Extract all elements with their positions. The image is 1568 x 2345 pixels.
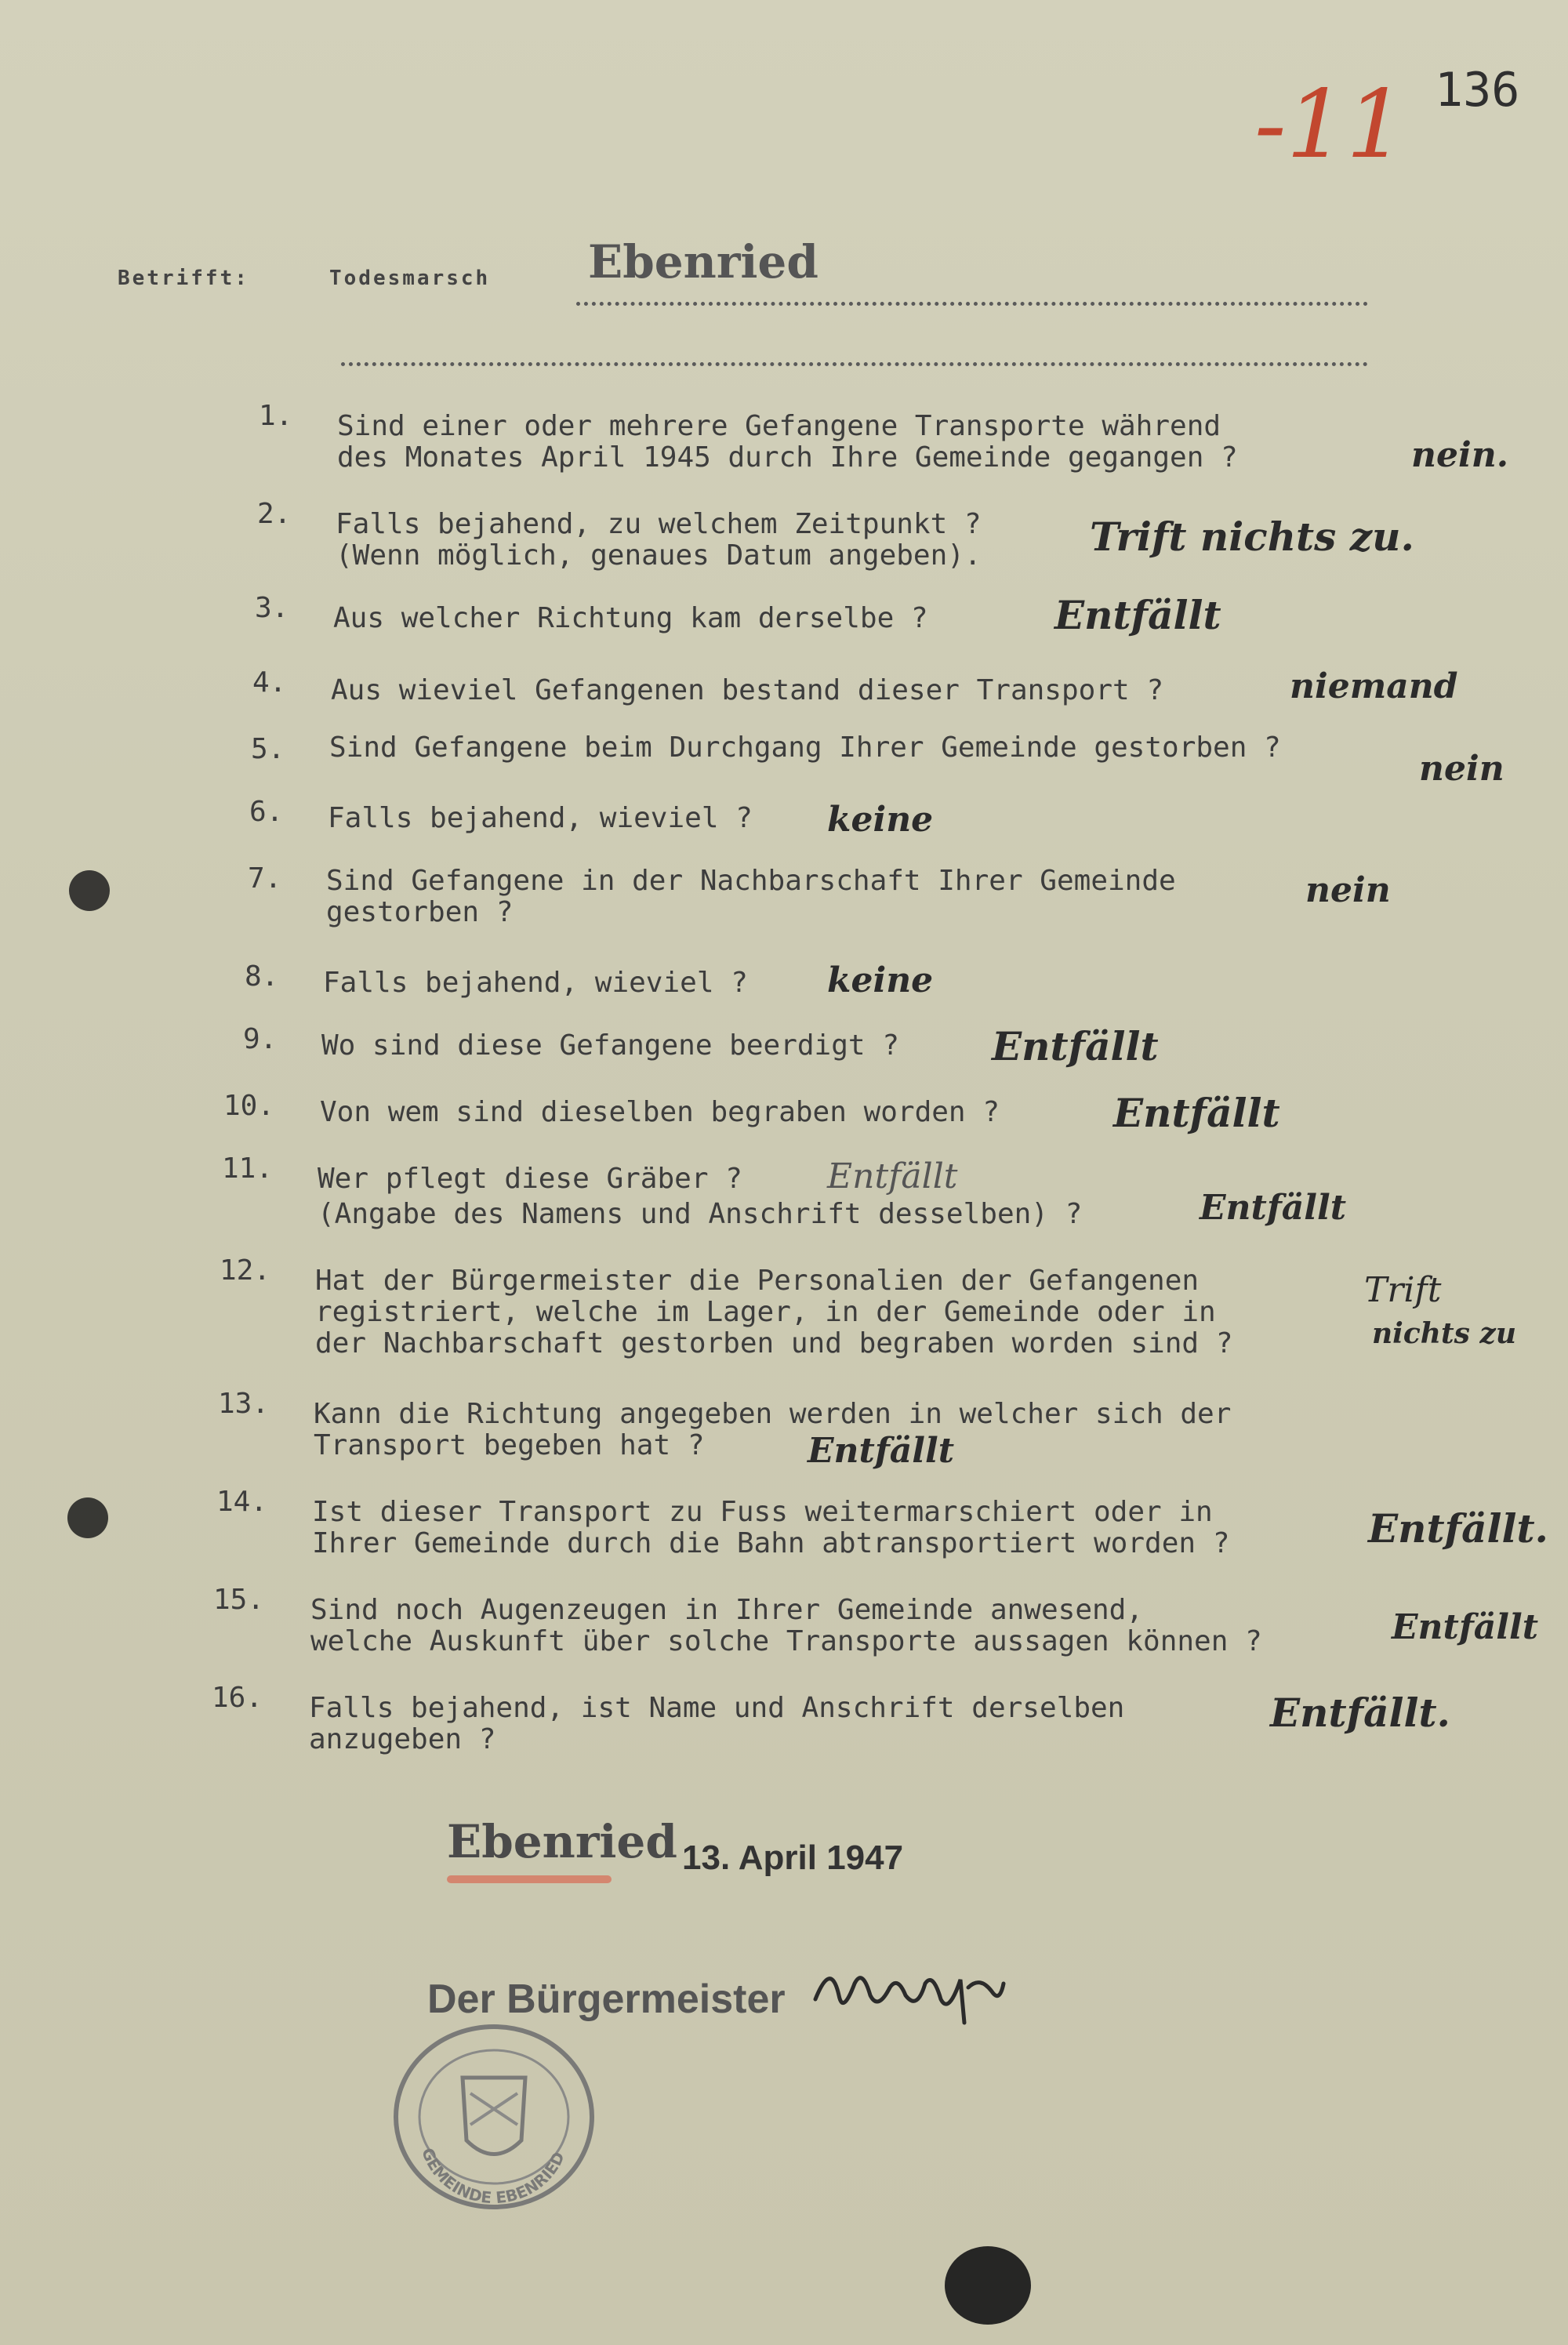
handwritten-answer: Entfällt.	[1270, 1690, 1450, 1736]
handwritten-answer: Entfällt.	[1368, 1505, 1548, 1552]
handwritten-answer-2: Entfällt	[1200, 1188, 1347, 1228]
question-number: 1.	[259, 400, 293, 432]
question-text-line: Wo sind diese Gefangene beerdigt ?	[321, 1029, 899, 1062]
question-number: 14.	[216, 1486, 268, 1518]
question-text-line: registriert, welche im Lager, in der Gemeinde oder in	[315, 1296, 1216, 1328]
punch-hole	[69, 870, 110, 911]
question-number: 13.	[218, 1388, 270, 1420]
question-7	[0, 862, 1568, 933]
svg-text:GEMEINDE EBENRIED: GEMEINDE EBENRIED	[418, 2145, 568, 2208]
question-text-line: des Monates April 1945 durch Ihre Gemeinde gegangen ?	[337, 441, 1238, 474]
question-text-line: Transport begeben hat ?	[314, 1429, 705, 1461]
archive-number: 136	[1435, 63, 1520, 118]
question-1	[0, 400, 1568, 475]
header-label-mid: Todesmarsch	[329, 267, 491, 290]
question-number: 16.	[212, 1682, 263, 1714]
date-stamp: 13. April 1947	[682, 1839, 904, 1877]
question-text-line: Aus wieviel Gefangenen bestand dieser Transport ?	[331, 674, 1164, 706]
question-text-line: (Wenn möglich, genaues Datum angeben).	[336, 539, 982, 572]
red-page-mark: -11	[1254, 71, 1406, 180]
handwritten-answer: keine	[827, 960, 934, 1000]
handwritten-answer: keine	[827, 800, 934, 840]
question-8	[0, 960, 1568, 1031]
document-header	[118, 235, 1450, 329]
question-2	[0, 498, 1568, 572]
municipal-seal	[376, 2015, 612, 2222]
question-5	[0, 733, 1568, 804]
handwritten-answer: niemand	[1290, 666, 1458, 706]
handwritten-answer: Entfällt	[808, 1431, 955, 1471]
handwritten-answer: nein	[1419, 749, 1504, 789]
question-text-line: welche Auskunft über solche Transporte aussagen können ?	[310, 1625, 1262, 1657]
question-number: 9.	[243, 1023, 278, 1055]
question-16	[0, 1682, 1568, 1755]
question-text-line: Ihrer Gemeinde durch die Bahn abtransportiert worden ?	[312, 1527, 1230, 1559]
question-15	[0, 1584, 1568, 1657]
question-9	[0, 1023, 1568, 1094]
question-text-line: Sind Gefangene in der Nachbarschaft Ihrer Gemeinde	[326, 865, 1176, 897]
handwritten-answer: Entfällt	[1392, 1607, 1539, 1647]
question-text-line: Falls bejahend, ist Name und Anschrift derselben	[309, 1692, 1125, 1724]
question-text-line: (Angabe des Namens und Anschrift desselben) ?	[318, 1198, 1083, 1230]
question-11	[0, 1153, 1568, 1230]
question-number: 11.	[222, 1153, 274, 1185]
handwritten-answer: nein.	[1411, 435, 1509, 475]
place-underline	[447, 1875, 612, 1883]
question-number: 3.	[255, 592, 289, 624]
question-12	[0, 1254, 1568, 1359]
handwritten-answer: Entfällt	[1054, 592, 1221, 638]
question-number: 10.	[223, 1090, 275, 1122]
question-number: 4.	[252, 666, 287, 699]
question-text-line: Sind Gefangene beim Durchgang Ihrer Gemeinde gestorben ?	[329, 731, 1281, 764]
question-number: 12.	[220, 1254, 271, 1287]
header-place-stamp: Ebenried	[588, 235, 818, 289]
handwritten-answer: Trift	[1364, 1270, 1442, 1310]
question-text-line: Falls bejahend, wieviel ?	[323, 967, 748, 999]
question-text-line: Sind einer oder mehrere Gefangene Transporte während	[337, 410, 1221, 442]
question-number: 5.	[251, 733, 285, 765]
question-number: 8.	[245, 960, 279, 993]
handwritten-answer: Entfällt	[992, 1023, 1159, 1069]
question-number: 15.	[213, 1584, 265, 1616]
question-text-line: Sind noch Augenzeugen in Ihrer Gemeinde anwesend,	[310, 1594, 1144, 1626]
question-number: 7.	[248, 862, 282, 895]
question-4	[0, 666, 1568, 737]
question-10	[0, 1090, 1568, 1160]
handwritten-answer: nein	[1305, 870, 1391, 910]
question-number: 6.	[249, 796, 284, 828]
handwritten-answer: Entfällt	[1113, 1090, 1280, 1136]
handwritten-answer: Trift nichts zu.	[1090, 514, 1414, 560]
handwritten-answer-2: nichts zu	[1372, 1317, 1516, 1350]
question-text-line: Von wem sind dieselben begraben worden ?	[320, 1096, 1000, 1128]
ink-stain	[945, 2246, 1031, 2325]
punch-hole	[67, 1497, 108, 1538]
header-label-left: Betrifft:	[118, 267, 249, 290]
question-13	[0, 1388, 1568, 1471]
footer-place-stamp: Ebenried	[447, 1815, 677, 1868]
question-text-line: Falls bejahend, zu welchem Zeitpunkt ?	[336, 508, 982, 540]
question-text-line: gestorben ?	[326, 896, 514, 928]
question-14	[0, 1486, 1568, 1559]
question-text-line: Kann die Richtung angegeben werden in welcher sich der	[314, 1398, 1232, 1430]
question-text-line: Aus welcher Richtung kam derselbe ?	[333, 602, 928, 634]
header-dotted-line	[576, 302, 1368, 306]
handwritten-answer: Entfällt	[827, 1156, 958, 1196]
header-dotted-line-2	[341, 362, 1368, 366]
question-text-line: Falls bejahend, wieviel ?	[328, 802, 753, 834]
question-6	[0, 796, 1568, 866]
question-text-line: Hat der Bürgermeister die Personalien der Gefangenen	[315, 1265, 1200, 1297]
question-text-line: Wer pflegt diese Gräber ?	[318, 1163, 742, 1195]
question-text-line: der Nachbarschaft gestorben und begraben worden sind ?	[315, 1327, 1233, 1359]
mayor-title-stamp: Der Bürgermeister	[427, 1977, 786, 2022]
question-number: 2.	[257, 498, 292, 530]
question-text-line: Ist dieser Transport zu Fuss weitermarschiert oder in	[312, 1496, 1213, 1528]
question-3	[0, 592, 1568, 662]
signature	[808, 1952, 1011, 2042]
question-text-line: anzugeben ?	[309, 1723, 496, 1755]
